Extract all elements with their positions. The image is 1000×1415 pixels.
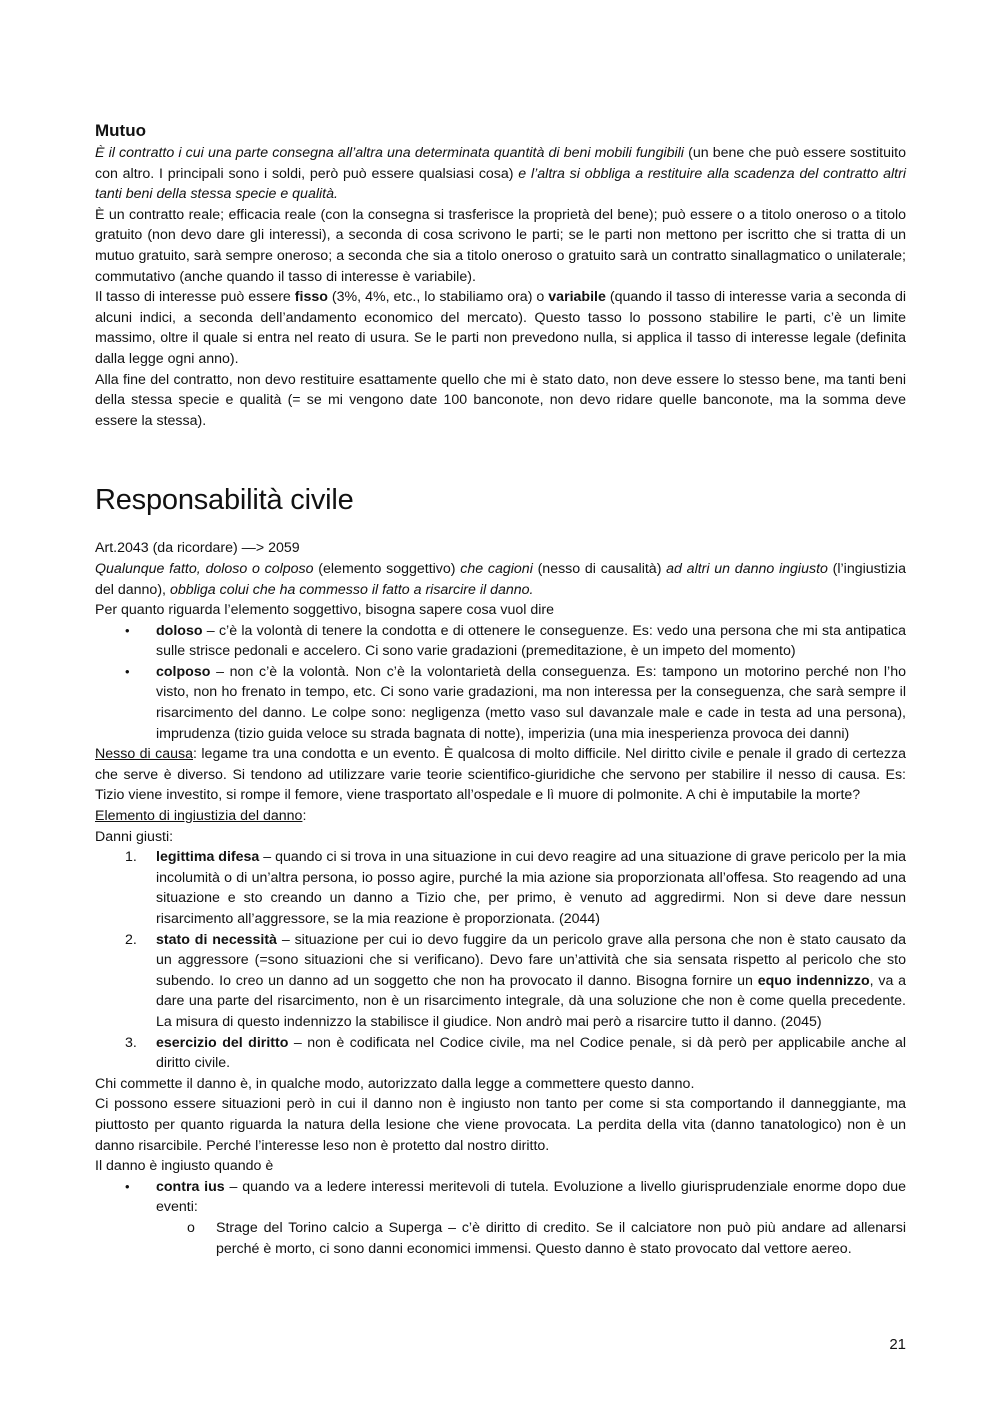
list-item-contra-ius — [95, 1177, 906, 1218]
nesso-di-causa-paragraph — [95, 744, 906, 806]
article-reference: Art.2043 (da ricordare) —> 2059 — [95, 540, 300, 557]
chi-commette-paragraph: Chi commette il danno è, in qualche modo, autorizzato dalla legge a commettere questo danno. — [95, 1075, 695, 1092]
term-legittima-difesa: legittima difesa — [156, 849, 260, 866]
list-item-legittima-difesa — [95, 847, 906, 929]
underlined-term: Elemento di ingiustizia del danno — [95, 808, 303, 825]
mutuo-paragraph-restituzione: Alla fine del contratto, non devo restituire esattamente quello che mi è stato dato, non deve essere lo stesso bene, ma tanti beni della stessa specie e qualità (= se mi vengono date 100 banconote, non devo ridare quelle banconote, ma la somma deve essere la stessa). — [95, 371, 906, 429]
text-run: – non è codificata nel Codice civile, ma nel Codice penale, si dà però per applicabile anche al diritto civile. — [156, 1034, 906, 1072]
text-run: (l’ingiustizia del danno), — [95, 560, 906, 598]
mutuo-paragraph-tasso — [95, 287, 906, 369]
bullet-icon: • — [125, 622, 130, 638]
list-item-stato-di-necessita — [95, 930, 906, 1033]
elemento-soggettivo-intro: Per quanto riguarda l’elemento soggettivo, bisogna sapere cosa vuol dire — [95, 602, 555, 619]
bullet-icon: • — [125, 663, 130, 679]
text-run: (3%, 4%, etc., lo stabiliamo ora) o — [327, 289, 549, 306]
mutuo-paragraph-contratto-reale: È un contratto reale; efficacia reale (con la consegna si trasferisce la proprietà del bene); può essere o a titolo oneroso o a titolo gratuito (non devo dare gli interessi), a seconda di cosa scrivono le parti; se le parti non mettono per iscritto che si tratta di un mutuo gratuito, sarà sempre oneroso; a seconda che sia a titolo oneroso o gratuito sarà un contratto sinallagmatico o unilaterale; commutativo (anche quando il tasso di interesse è variabile). — [95, 206, 906, 285]
term-esercizio-del-diritto: esercizio del diritto — [156, 1034, 289, 1051]
danni-giusti-list — [95, 847, 906, 1074]
text-run: (quando il tasso di interesse varia a seconda di alcuni indici, a seconda dell’andamento economico del mercato). Questo tasso lo possono stabilire le parti, c’è un limite massimo, oltre il quale si entra nel reato di usura. Se le parti non prevedono nulla, si applica il tasso di interesse legale (definita dalla legge ogni anno). — [95, 289, 906, 367]
list-number: 2. — [125, 931, 137, 948]
quote-italic: ad altri un danno ingiusto — [666, 560, 828, 577]
text-run: Il tasso di interesse può essere — [95, 289, 295, 306]
document-page — [95, 120, 906, 1259]
elemento-ingiustizia-heading — [95, 806, 906, 827]
elemento-soggettivo-list — [95, 621, 906, 745]
text-run: Strage del Torino calcio a Superga – c’è diritto di credito. Se il calciatore non può più andare ad allenarsi perché è morto, ci sono danni economici immensi. Questo danno è stato provocato dal vettore aereo. — [216, 1219, 906, 1257]
section-heading-mutuo: Mutuo — [95, 121, 146, 140]
term-fisso: fisso — [294, 289, 328, 306]
text-run: , va a dare una parte del risarcimento, non è un risarcimento integrale, dà una soluzione che non è come quella precedente. La misura di questo indennizzo la stabilisce il giudice. Non andrò mai però a risarcire tutto il danno. (2045) — [156, 972, 907, 1030]
section-heading-responsabilita-civile: Responsabilità civile — [95, 484, 354, 517]
term-colposo: colposo — [156, 663, 211, 680]
list-number: 3. — [125, 1034, 137, 1051]
responsabilita-section — [95, 538, 906, 1259]
term-stato-di-necessita: stato di necessità — [156, 931, 277, 948]
term-equo-indennizzo: equo indennizzo — [757, 972, 870, 989]
definition-italic-1: È il contratto i cui una parte consegna all’altra una determinata quantità di beni mobili fungibili — [95, 145, 684, 161]
list-item-colposo — [95, 662, 906, 744]
list-number: 1. — [125, 849, 137, 866]
text-run: (nesso di causalità) — [532, 560, 667, 577]
text-run: – situazione per cui io devo fuggire da un pericolo grave alla persona che non è stato causato da un aggressore (=sono situazioni che si verificano). Devo fare un’attività che sia sensata rispetto al pericolo che sto subendo. Io creo un danno ad un soggetto che non ha provocato il danno. Bisogna fornire un — [156, 931, 906, 989]
circle-bullet-icon: o — [187, 1219, 195, 1236]
mutuo-section — [95, 120, 906, 431]
list-item-doloso — [95, 621, 906, 662]
text-run: : — [302, 808, 307, 825]
danni-giusti-label: Danni giusti: — [95, 828, 174, 845]
underlined-term: Nesso di causa — [95, 746, 194, 763]
mutuo-definition — [95, 143, 906, 205]
article-quote — [95, 559, 906, 600]
quote-italic: obbliga colui che ha commesso il fatto a risarcire il danno. — [169, 581, 534, 598]
page-number: 21 — [889, 1336, 906, 1353]
bullet-icon: • — [125, 1178, 130, 1194]
sub-item-strage-superga — [95, 1218, 906, 1259]
ingiusto-quando-label: Il danno è ingiusto quando è — [95, 1158, 274, 1175]
term-contra-ius: contra ius — [156, 1178, 225, 1195]
ingiusto-list — [95, 1177, 906, 1259]
text-run: – c’è la volontà di tenere la condotta e di ottenere le conseguenze. Es: vedo una persona che mi sta antipatica sulle strisce pedonali e accelero. Ci sono varie gradazioni (premeditazione, è un impeto del momento) — [156, 622, 906, 660]
term-variabile: variabile — [548, 289, 606, 306]
text-run: – non c’è la volontà. Non c’è la volontarietà della conseguenza. Es: tampono un motorino perché non l’ho visto, non ho frenato in tempo, etc. Ci sono varie gradazioni, ma non interessa per la conseguenza, che sarà sempre il risarcimento del danno. Le colpe sono: negligenza (metto vaso sul davanzale male e cade in testa ad una persona), imprudenza (tizio guida veloce su strada bagnata di notte), imperizia (una mia inesperienza provoca dei danni) — [156, 663, 906, 742]
text-run: : legame tra una condotta e un evento. È qualcosa di molto difficile. Nel diritto civile e penale il grado di certezza che serve è diverso. Si tendono ad utilizzare varie teorie scientifico-giuridiche che servono per stabilire il nesso di causa. Es: Tizio viene investito, si rompe il femore, viene trasportato all’ospedale e lì muore di polmonite. A chi è imputabile la morte? — [95, 746, 907, 804]
situazioni-paragraph: Ci possono essere situazioni però in cui il danno non è ingiusto non tanto per come si sta comportando il danneggiante, ma piuttosto per quanto riguarda la natura della lesione che viene provocata. La perdita della vita (danno tanatologico) non è un danno risarcibile. Perché l’interesse leso non è protetto dal nostro diritto. — [95, 1096, 906, 1154]
quote-italic: Qualunque fatto, doloso o colposo — [95, 560, 314, 577]
definition-text-1: (un bene che può essere sostituito con altro. I principali sono i soldi, però può essere qualsiasi cosa) — [95, 145, 906, 182]
term-doloso: doloso — [156, 622, 203, 639]
text-run: – quando ci si trova in una situazione in cui devo reagire ad una situazione di grave pericolo per la mia incolumità o di un’altra persona, io posso agire, purché la mia azione sia proporzionata all’offesa. Sto reagendo ad una situazione e sto creando un danno a Tizio che, per primo, è venuto ad aggredirmi. Non si deve dare nessun risarcimento all’aggressore, se la mia reazione è proporzionata. (2044) — [156, 849, 907, 927]
list-item-esercizio-del-diritto — [95, 1033, 906, 1074]
quote-italic: che cagioni — [460, 560, 533, 577]
definition-italic-2: e l’altra si obbliga a restituire alla scadenza del contratto altri tanti beni della stessa specie e qualità. — [95, 165, 906, 203]
text-run: (elemento soggettivo) — [313, 560, 461, 577]
text-run: – quando va a ledere interessi meritevoli di tutela. Evoluzione a livello giurisprudenziale enorme dopo due eventi: — [156, 1178, 906, 1216]
